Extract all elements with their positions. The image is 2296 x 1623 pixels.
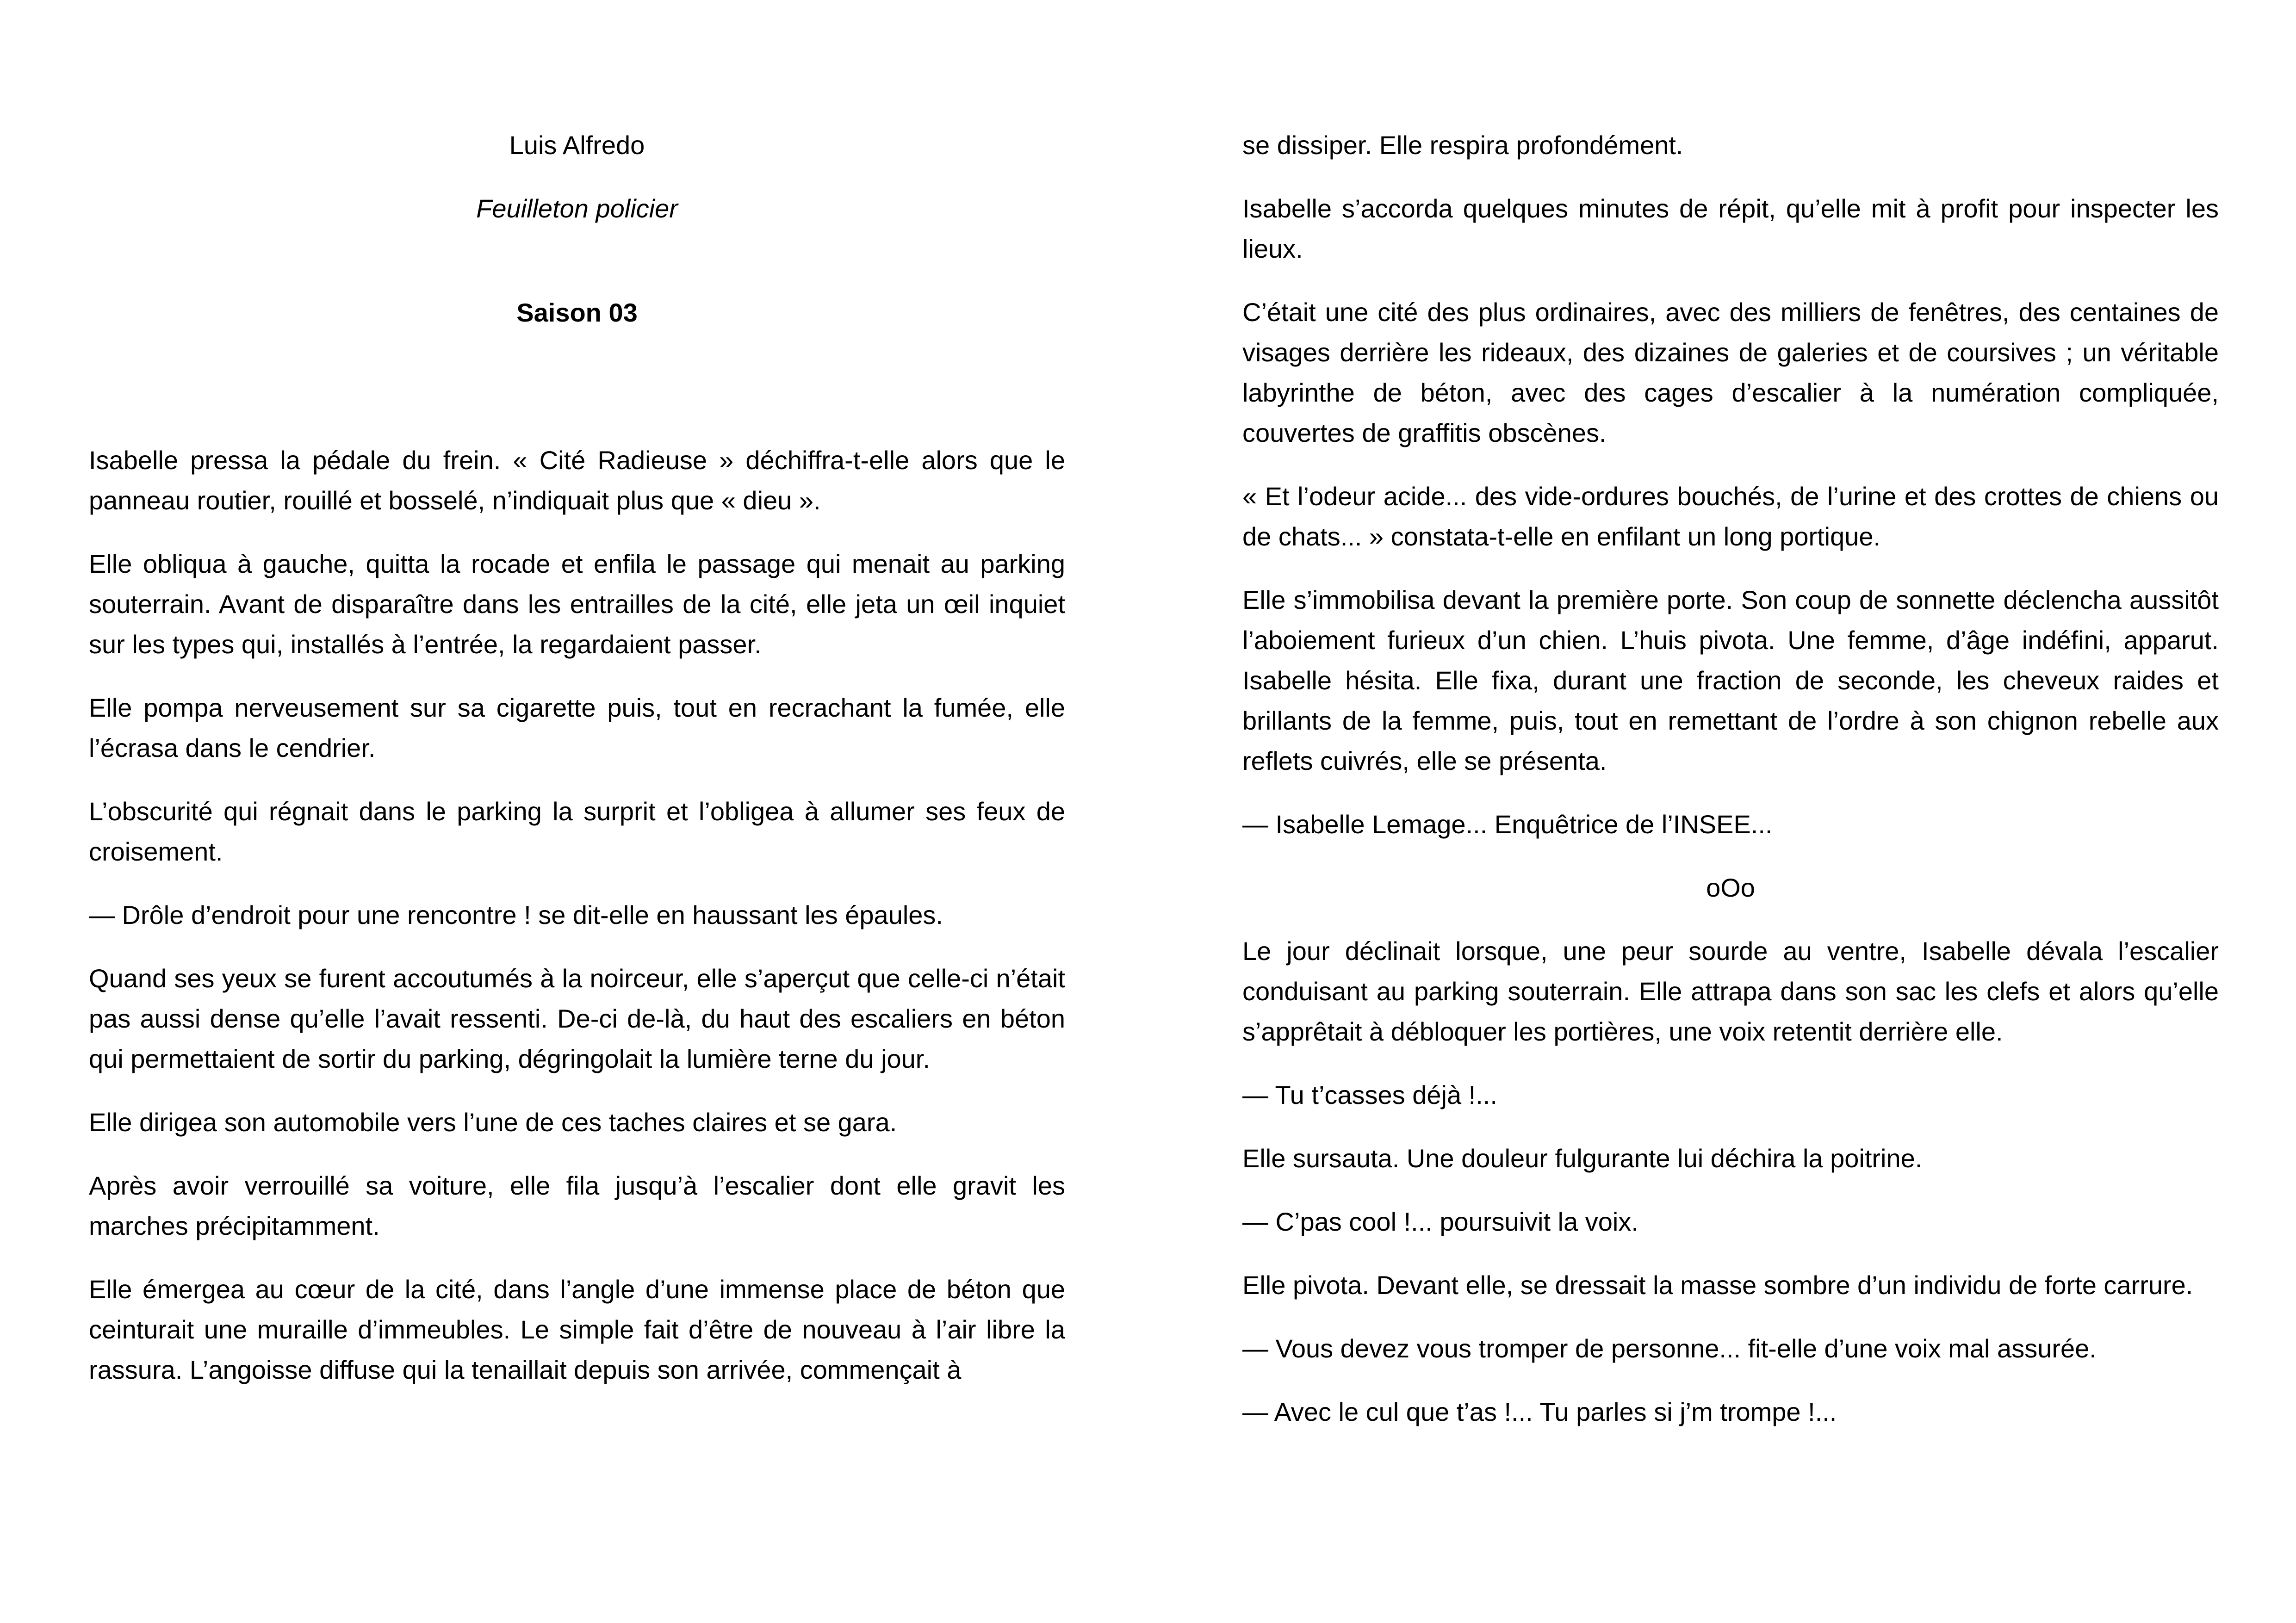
dialogue-line: — Vous devez vous tromper de personne... fit-elle d’une voix mal assurée. [1242,1334,2097,1363]
author-name: Luis Alfredo [509,130,645,160]
paragraph: Elle dirigea son automobile vers l’une de ces taches claires et se gara. [89,1108,897,1137]
right-column [1242,125,2219,1455]
section-separator: oOo [1706,873,1755,902]
paragraph: C’était une cité des plus ordinaires, avec des milliers de fenêtres, des centaines de visages derrière les rideaux, des dizaines de galeries et de coursives ; un véritable labyrinthe de béton, avec des cages d’escalier à la numération compliquée, couvertes de graffitis obscènes. [1242,297,2219,447]
dialogue-line: — Isabelle Lemage... Enquêtrice de l’INSEE... [1242,810,1773,839]
paragraph: Elle sursauta. Une douleur fulgurante lui déchira la poitrine. [1242,1144,1923,1173]
dialogue-line: — C’pas cool !... poursuivit la voix. [1242,1207,1638,1236]
paragraph: Quand ses yeux se furent accoutumés à la noirceur, elle s’aperçut que celle-ci n’était pas aussi dense qu’elle l’avait ressenti. De-ci de-là, du haut des escaliers en béton qui permettaient de sortir du parking, dégringolait la lumière terne du jour. [89,964,1065,1073]
paragraph: Elle pivota. Devant elle, se dressait la masse sombre d’un individu de forte carrure. [1242,1270,2193,1300]
paragraph: « Et l’odeur acide... des vide-ordures bouchés, de l’urine et des crottes de chiens ou de chats... » constata-t-elle en enfilant un long portique. [1242,482,2219,551]
dialogue-line: — Drôle d’endroit pour une rencontre ! se dit-elle en haussant les épaules. [89,900,943,929]
paragraph: Elle émergea au cœur de la cité, dans l’angle d’une immense place de béton que ceinturait une muraille d’immeubles. Le simple fait d’être de nouveau à l’air libre la rassura. L’angoisse diffuse qui la tenaillait depuis son arrivée, commençait à [89,1275,1065,1384]
paragraph: Elle s’immobilisa devant la première porte. Son coup de sonnette déclencha aussitôt l’aboiement furieux d’un chien. L’huis pivota. Une femme, d’âge indéfini, apparut. Isabelle hésita. Elle fixa, durant une fraction de seconde, les cheveux raides et brillants de la femme, puis, tout en remettant de l’ordre à son chignon rebelle aux reflets cuivrés, elle se présenta. [1242,585,2219,775]
paragraph: Isabelle s’accorda quelques minutes de répit, qu’elle mit à profit pour inspecter les lieux. [1242,194,2219,263]
paragraph: Isabelle pressa la pédale du frein. « Cité Radieuse » déchiffra-t-elle alors que le panneau routier, rouillé et bosselé, n’indiquait plus que « dieu ». [89,446,1065,515]
paragraph: Après avoir verrouillé sa voiture, elle fila jusqu’à l’escalier dont elle gravit les marches précipitamment. [89,1171,1065,1240]
paragraph: Elle obliqua à gauche, quitta la rocade et enfila le passage qui menait au parking souterrain. Avant de disparaître dans les entrailles de la cité, elle jeta un œil inquiet sur les types qui, installés à l’entrée, la regardaient passer. [89,549,1065,659]
paragraph: Elle pompa nerveusement sur sa cigarette puis, tout en recrachant la fumée, elle l’écrasa dans le cendrier. [89,693,1065,762]
dialogue-line: — Avec le cul que t’as !... Tu parles si j’m trompe !... [1242,1397,1837,1426]
left-column [89,125,1065,1413]
paragraph: se dissiper. Elle respira profondément. [1242,130,1683,160]
dialogue-line: — Tu t’casses déjà !... [1242,1080,1497,1109]
season-heading: Saison 03 [516,298,638,327]
book-subtitle: Feuilleton policier [476,194,678,223]
paragraph: Le jour déclinait lorsque, une peur sourde au ventre, Isabelle dévala l’escalier conduisant au parking souterrain. Elle attrapa dans son sac les clefs et alors qu’elle s’apprêtait à débloquer les portières, une voix retentit derrière elle. [1242,936,2219,1046]
paragraph: L’obscurité qui régnait dans le parking la surprit et l’obligea à allumer ses feux de croisement. [89,797,1065,866]
